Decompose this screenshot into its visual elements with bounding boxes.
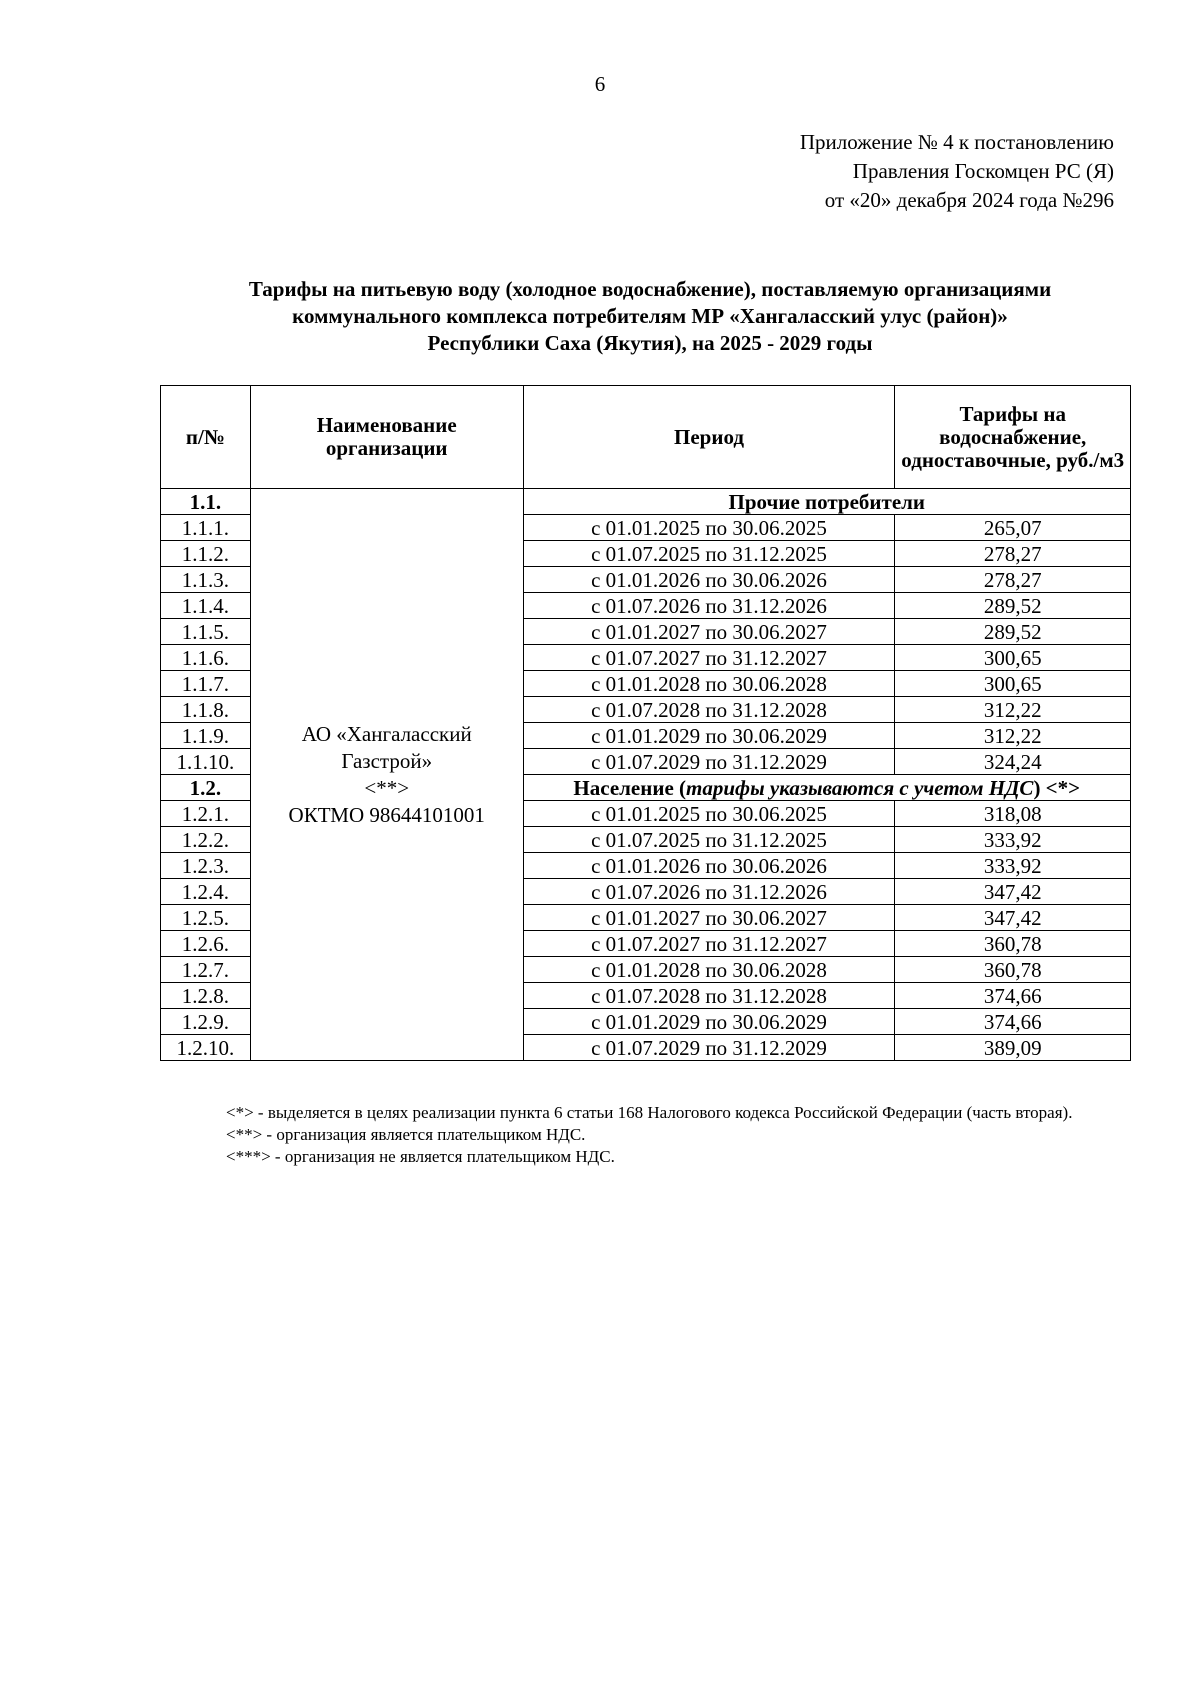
row-period: с 01.07.2029 по 31.12.2029 bbox=[523, 749, 895, 775]
row-tariff: 347,42 bbox=[895, 879, 1131, 905]
row-no: 1.1.5. bbox=[161, 619, 251, 645]
row-no: 1.2.9. bbox=[161, 1009, 251, 1035]
group-label bbox=[523, 775, 1130, 801]
footnote-1: <*> - выделяется в целях реализации пункта 6 статьи 168 Налогового кодекса Российской Федерации (часть вторая). bbox=[226, 1103, 1073, 1122]
group-row-other-consumers bbox=[161, 489, 1131, 515]
row-no: 1.1.3. bbox=[161, 567, 251, 593]
row-tariff: 318,08 bbox=[895, 801, 1131, 827]
appendix-reference bbox=[800, 128, 1114, 215]
table-body bbox=[161, 489, 1131, 1061]
row-tariff: 278,27 bbox=[895, 567, 1131, 593]
row-period: с 01.01.2028 по 30.06.2028 bbox=[523, 957, 895, 983]
row-period: с 01.01.2028 по 30.06.2028 bbox=[523, 671, 895, 697]
row-tariff: 333,92 bbox=[895, 827, 1131, 853]
row-period: с 01.07.2027 по 31.12.2027 bbox=[523, 931, 895, 957]
row-no: 1.1.9. bbox=[161, 723, 251, 749]
row-no: 1.1.2. bbox=[161, 541, 251, 567]
appendix-line-1: Приложение № 4 к постановлению bbox=[799, 130, 1114, 154]
document-title bbox=[155, 276, 1145, 357]
row-period: с 01.01.2025 по 30.06.2025 bbox=[523, 801, 895, 827]
row-no: 1.1.6. bbox=[161, 645, 251, 671]
row-tariff: 360,78 bbox=[895, 931, 1131, 957]
row-period: с 01.07.2026 по 31.12.2026 bbox=[523, 879, 895, 905]
row-period: с 01.01.2026 по 30.06.2026 bbox=[523, 567, 895, 593]
organization-cell bbox=[250, 489, 523, 1061]
row-tariff: 324,24 bbox=[895, 749, 1131, 775]
row-no: 1.2.6. bbox=[161, 931, 251, 957]
footnotes bbox=[170, 1102, 1120, 1168]
row-period: с 01.07.2027 по 31.12.2027 bbox=[523, 645, 895, 671]
oktmo-code: ОКТМО 98644101001 bbox=[288, 802, 485, 827]
row-no: 1.1.1. bbox=[161, 515, 251, 541]
row-no: 1.1.10. bbox=[161, 749, 251, 775]
row-period: с 01.07.2028 по 31.12.2028 bbox=[523, 983, 895, 1009]
organization-name-2: Газстрой» bbox=[341, 748, 433, 773]
header-no: п/№ bbox=[161, 386, 251, 489]
group-no: 1.2. bbox=[161, 775, 251, 801]
row-tariff: 312,22 bbox=[895, 697, 1131, 723]
table-header-row bbox=[161, 386, 1131, 489]
row-period: с 01.07.2025 по 31.12.2025 bbox=[523, 827, 895, 853]
row-no: 1.2.1. bbox=[161, 801, 251, 827]
row-no: 1.1.4. bbox=[161, 593, 251, 619]
footnote-3: <***> - организация не является плательщиком НДС. bbox=[226, 1147, 615, 1166]
row-no: 1.2.2. bbox=[161, 827, 251, 853]
row-period: с 01.07.2029 по 31.12.2029 bbox=[523, 1035, 895, 1061]
tariff-table bbox=[160, 385, 1131, 1061]
vat-payer-mark: <**> bbox=[364, 775, 410, 800]
row-no: 1.2.10. bbox=[161, 1035, 251, 1061]
group-label-main: Население ( bbox=[573, 775, 687, 800]
row-tariff: 300,65 bbox=[895, 671, 1131, 697]
group-label-italic: тарифы указываются с учетом НДС bbox=[686, 775, 1034, 800]
title-line-3: Республики Саха (Якутия), на 2025 - 2029 годы bbox=[427, 331, 873, 355]
row-tariff: 265,07 bbox=[895, 515, 1131, 541]
row-period: с 01.01.2026 по 30.06.2026 bbox=[523, 853, 895, 879]
title-line-2: коммунального комплекса потребителям МР «Хангаласский улус (район)» bbox=[292, 304, 1008, 328]
row-tariff: 333,92 bbox=[895, 853, 1131, 879]
group-label: Прочие потребители bbox=[523, 489, 1130, 515]
header-organization: Наименование организации bbox=[250, 386, 523, 489]
row-tariff: 300,65 bbox=[895, 645, 1131, 671]
group-no: 1.1. bbox=[161, 489, 251, 515]
row-period: с 01.01.2029 по 30.06.2029 bbox=[523, 1009, 895, 1035]
row-period: с 01.07.2025 по 31.12.2025 bbox=[523, 541, 895, 567]
row-tariff: 289,52 bbox=[895, 619, 1131, 645]
header-period: Период bbox=[523, 386, 895, 489]
group-label-end: ) <*> bbox=[1033, 775, 1081, 800]
row-no: 1.2.4. bbox=[161, 879, 251, 905]
row-period: с 01.01.2027 по 30.06.2027 bbox=[523, 619, 895, 645]
row-tariff: 312,22 bbox=[895, 723, 1131, 749]
row-period: с 01.01.2029 по 30.06.2029 bbox=[523, 723, 895, 749]
row-period: с 01.01.2027 по 30.06.2027 bbox=[523, 905, 895, 931]
appendix-line-2: Правления Госкомцен РС (Я) bbox=[852, 159, 1114, 183]
row-no: 1.2.7. bbox=[161, 957, 251, 983]
row-no: 1.2.8. bbox=[161, 983, 251, 1009]
title-line-1: Тарифы на питьевую воду (холодное водоснабжение), поставляемую организациями bbox=[248, 277, 1052, 301]
row-no: 1.2.5. bbox=[161, 905, 251, 931]
row-period: с 01.07.2028 по 31.12.2028 bbox=[523, 697, 895, 723]
footnote-2: <**> - организация является плательщиком НДС. bbox=[226, 1125, 586, 1144]
row-tariff: 278,27 bbox=[895, 541, 1131, 567]
header-tariff: Тарифы на водоснабжение, одноставочные, руб./м3 bbox=[895, 386, 1131, 489]
row-tariff: 389,09 bbox=[895, 1035, 1131, 1061]
row-no: 1.2.3. bbox=[161, 853, 251, 879]
row-period: с 01.01.2025 по 30.06.2025 bbox=[523, 515, 895, 541]
row-no: 1.1.8. bbox=[161, 697, 251, 723]
row-no: 1.1.7. bbox=[161, 671, 251, 697]
appendix-line-3: от «20» декабря 2024 года №296 bbox=[824, 188, 1114, 212]
row-tariff: 360,78 bbox=[895, 957, 1131, 983]
row-tariff: 374,66 bbox=[895, 983, 1131, 1009]
row-tariff: 374,66 bbox=[895, 1009, 1131, 1035]
row-tariff: 289,52 bbox=[895, 593, 1131, 619]
row-tariff: 347,42 bbox=[895, 905, 1131, 931]
row-period: с 01.07.2026 по 31.12.2026 bbox=[523, 593, 895, 619]
page-number: 6 bbox=[594, 72, 606, 96]
organization-name-1: АО «Хангаласский bbox=[301, 721, 472, 746]
